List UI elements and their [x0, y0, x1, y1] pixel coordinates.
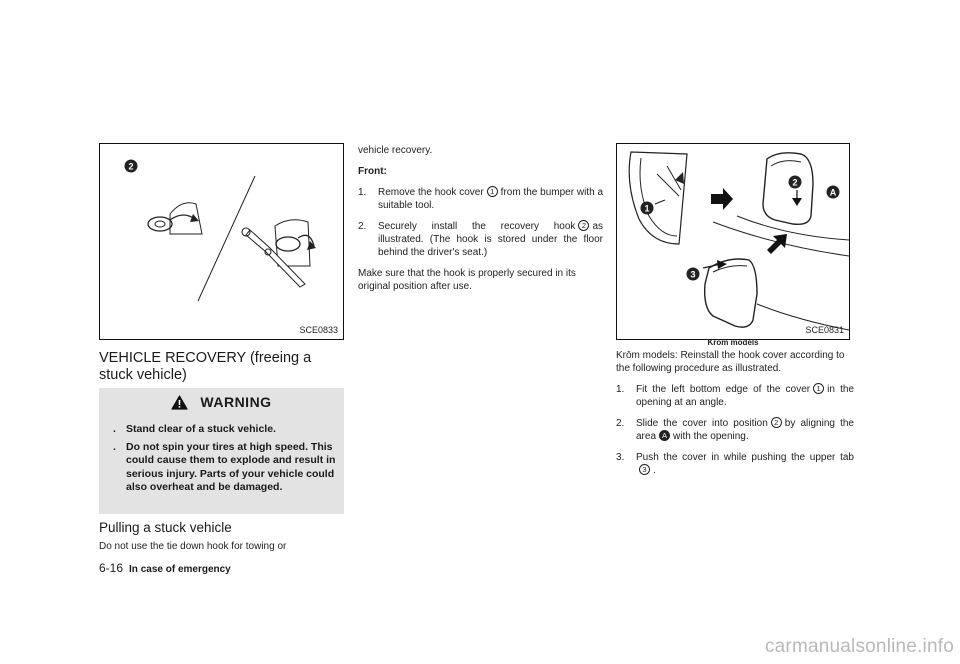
warning-item: . Stand clear of a stuck vehicle.	[113, 423, 276, 435]
column-front	[358, 144, 603, 301]
step-item: 1. Fit the left bottom edge of the cover 1 in the opening at an angle.	[616, 384, 855, 408]
krom-intro: Krōm models: Reinstall the hook cover according to the following procedure as illustrated.	[616, 350, 845, 374]
step-item: 2. Securely install the recovery hook 2 as illustrated. (The hook is stored under the floor behind the driver's seat.)	[358, 221, 603, 258]
callout-2-icon: 2	[578, 220, 589, 231]
closing-text: Make sure that the hook is properly secured in its original position after use.	[358, 268, 576, 292]
callout-1-icon: 1	[813, 383, 824, 394]
warning-title: WARNING	[200, 394, 272, 410]
continued-text: vehicle recovery.	[358, 145, 433, 156]
callout-a-icon: A	[659, 430, 670, 441]
footer-section: In case of emergency	[129, 564, 231, 575]
figure-left-label: 2	[128, 161, 134, 172]
warning-item: . Do not spin your tires at high speed. This could cause them to explode and result in serious injury. Parts of your vehicle could also overheat and be damaged.	[113, 440, 336, 493]
callout-2-icon: 2	[771, 417, 782, 428]
svg-text:3: 3	[690, 269, 696, 280]
warning-header	[99, 394, 344, 413]
watermark: carmanualsonline.info	[764, 636, 954, 657]
page-footer	[99, 561, 231, 575]
page-number: 6-16	[99, 561, 124, 575]
figure-krom-cover	[616, 143, 850, 340]
warning-triangle-icon	[171, 395, 188, 413]
front-label: Front:	[358, 166, 387, 177]
callout-1-icon: 1	[487, 186, 498, 197]
warning-list	[113, 423, 339, 499]
callout-3-icon: 3	[639, 464, 650, 475]
figure-left-code: SCE0833	[299, 325, 338, 335]
figure-right-code: SCE0831	[805, 325, 844, 335]
svg-text:A: A	[829, 187, 837, 198]
svg-text:1: 1	[644, 203, 650, 214]
figure-recovery-hook	[99, 143, 344, 340]
recovery-hook-illustration	[100, 144, 343, 339]
pulling-text: Do not use the tie down hook for towing or	[99, 541, 287, 552]
step-item: 3. Push the cover in while pushing the upper tab3 .	[616, 452, 854, 476]
hook-cover-illustration	[617, 144, 849, 339]
column-krom	[616, 349, 854, 485]
section-title: VEHICLE RECOVERY (freeing a stuck vehicle)	[99, 350, 312, 383]
svg-text:2: 2	[792, 177, 798, 188]
pulling-title: Pulling a stuck vehicle	[99, 520, 232, 535]
figure-right-caption: Krōm models	[707, 338, 759, 347]
step-item: 2. Slide the cover into position 2 by aligning the area A with the opening.	[616, 418, 854, 442]
warning-box	[99, 388, 344, 514]
step-item: 1. Remove the hook cover 1 from the bumper with a suitable tool.	[358, 187, 603, 211]
